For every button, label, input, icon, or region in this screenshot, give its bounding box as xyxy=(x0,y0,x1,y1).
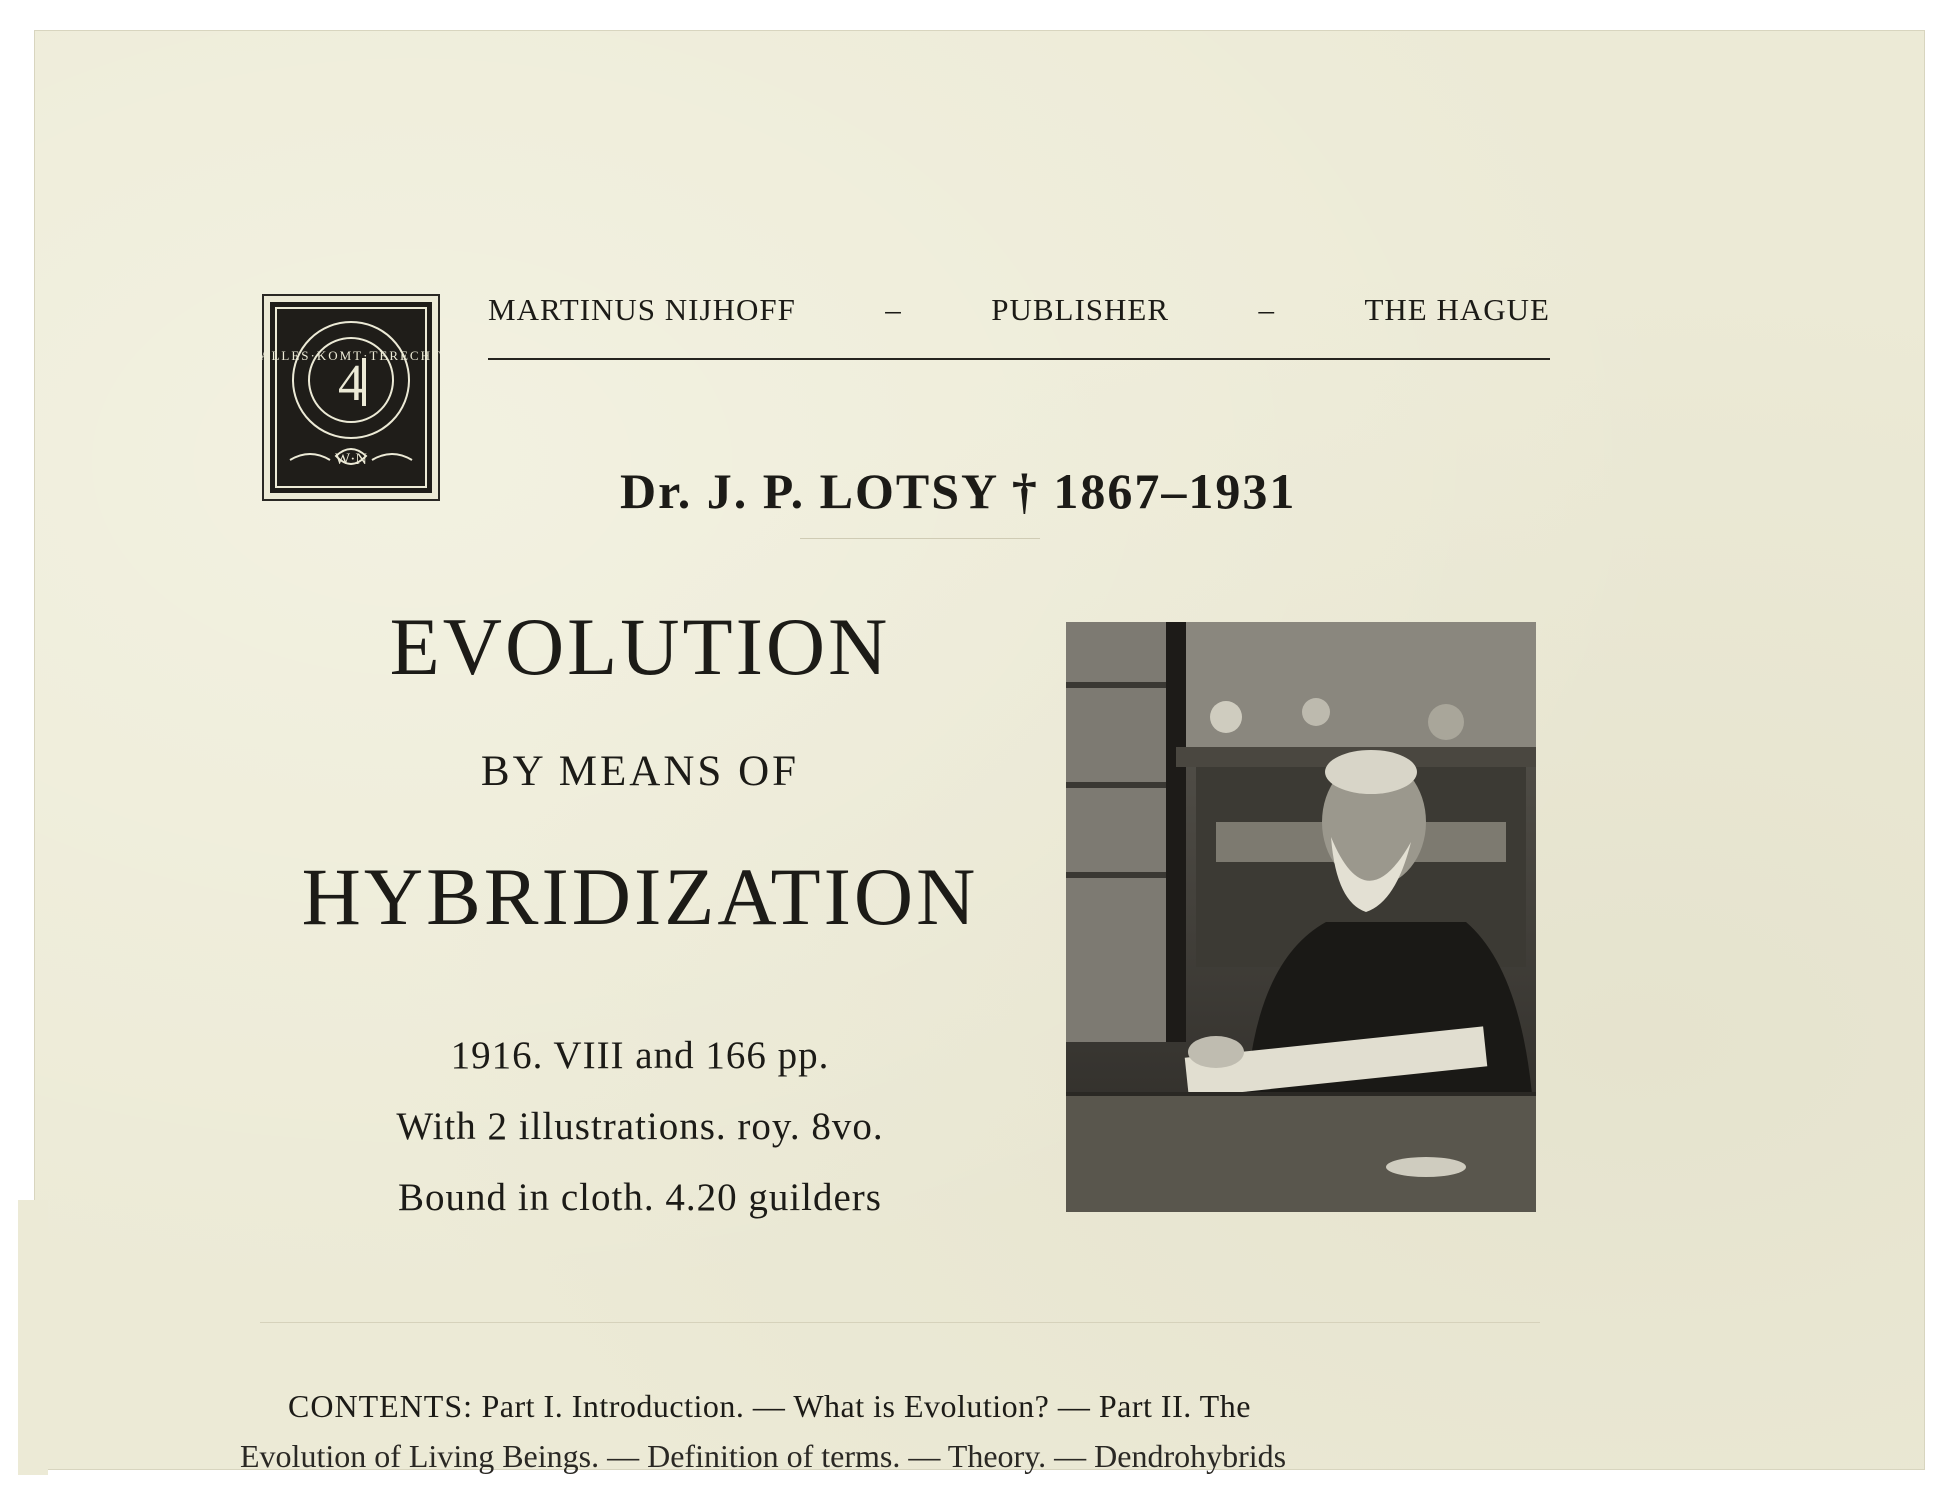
detail-line: With 2 illustrations. roy. 8vo. xyxy=(396,1105,884,1148)
svg-text:W·N: W·N xyxy=(335,451,367,468)
publisher-header xyxy=(488,292,1550,328)
divider xyxy=(260,1322,1540,1323)
header-separator: – xyxy=(885,292,902,327)
contents-line xyxy=(288,1388,1568,1425)
author-line: Dr. J. P. LOTSY † 1867–1931 xyxy=(620,463,1297,519)
publisher-name: MARTINUS NIJHOFF xyxy=(488,292,796,327)
header-rule xyxy=(488,358,1550,360)
contents-text: Part I. Introduction. — What is Evolution? — Part II. The xyxy=(481,1388,1251,1424)
svg-text:ALLES·KOMT·TERECHT: ALLES·KOMT·TERECHT xyxy=(260,348,442,363)
detail-line: Bound in cloth. 4.20 guilders xyxy=(398,1176,882,1219)
publisher-role: PUBLISHER xyxy=(991,292,1170,327)
book-title-line-1: EVOLUTION xyxy=(389,601,891,692)
torn-edge xyxy=(18,1200,48,1475)
book-title-line-3: HYBRIDIZATION xyxy=(301,851,979,942)
divider xyxy=(800,538,1040,539)
detail-line: 1916. VIII and 166 pp. xyxy=(450,1034,830,1077)
publisher-city: THE HAGUE xyxy=(1364,292,1550,327)
book-title-line-2: BY MEANS OF xyxy=(480,748,800,795)
book-details xyxy=(310,1020,970,1233)
author-photograph xyxy=(1066,622,1536,1212)
publisher-device-logo xyxy=(262,294,440,501)
contents-label: CONTENTS: xyxy=(288,1388,473,1424)
svg-text:4: 4 xyxy=(338,355,364,412)
header-separator: – xyxy=(1258,292,1275,327)
contents-cut-text: Evolution of Living Beings. — Definition of terms. — Theory. — Dendrohybrids xyxy=(240,1438,1287,1474)
contents-cut-line xyxy=(240,1438,1540,1474)
